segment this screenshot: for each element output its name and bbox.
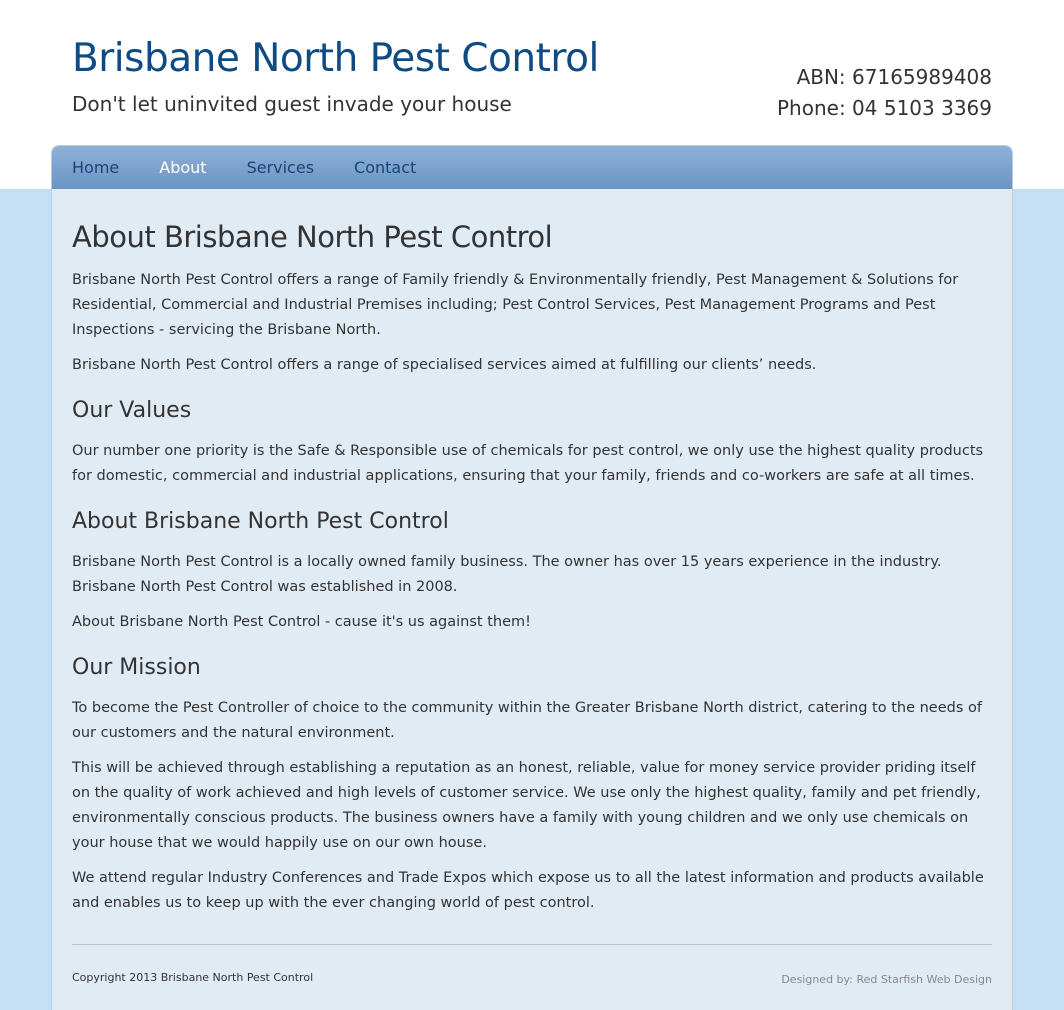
- site-title[interactable]: Brisbane North Pest Control: [72, 36, 599, 81]
- phone-text: Phone: 04 5103 3369: [776, 96, 992, 120]
- copyright-text: Copyright 2013 Brisbane North Pest Control: [72, 971, 314, 984]
- about-paragraph-2: About Brisbane North Pest Control - cause it's us against them!: [72, 614, 531, 630]
- intro-paragraph-1: Brisbane North Pest Control offers a range of Family friendly & Environmentally friendly, Pest Management & Solutions for Residential, Commercial and Industrial Premises including; Pest Control Services, Pest Management Programs and Pest Inspections - servicing the Brisbane North.: [72, 272, 959, 338]
- mission-paragraph-3: We attend regular Industry Conferences and Trade Expos which expose us to all the latest information and products available and enables us to keep up with the ever changing world of pest control.: [72, 870, 984, 911]
- site-header: [72, 36, 992, 136]
- values-paragraph: Our number one priority is the Safe & Responsible use of chemicals for pest control, we only use the highest quality products for domestic, commercial and industrial applications, ensuring that your family, friends and co-workers are safe at all times.: [72, 443, 984, 484]
- values-heading: Our Values: [72, 398, 192, 423]
- site-footer: [72, 944, 992, 986]
- main-navigation: [52, 146, 1012, 189]
- nav-about-link[interactable]: About: [159, 158, 207, 177]
- intro-paragraph-2: Brisbane North Pest Control offers a range of specialised services aimed at fulfilling our clients’ needs.: [72, 357, 817, 373]
- nav-home-link[interactable]: Home: [72, 158, 120, 177]
- mission-heading: Our Mission: [72, 655, 201, 680]
- mission-paragraph-2: This will be achieved through establishing a reputation as an honest, reliable, value for money service provider priding itself on the quality of work achieved and high levels of customer service. We use only the highest quality, family and pet friendly, environmentally conscious products. The business owners have a family with young children and we only use chemicals on your house that we would happily use on our own house.: [72, 760, 981, 851]
- site-tagline: Don't let uninvited guest invade your house: [72, 92, 512, 116]
- about-paragraph-1: Brisbane North Pest Control is a locally owned family business. The owner has over 15 years experience in the industry. Brisbane North Pest Control was established in 2008.: [72, 554, 942, 595]
- abn-text: ABN: 67165989408: [796, 65, 992, 89]
- nav-services-link[interactable]: Services: [246, 158, 315, 177]
- page-content: [72, 220, 992, 926]
- mission-paragraph-1: To become the Pest Controller of choice to the community within the Greater Brisbane North district, catering to the needs of our customers and the natural environment.: [72, 700, 982, 741]
- contact-info: [777, 62, 992, 124]
- about-heading: About Brisbane North Pest Control: [72, 509, 449, 534]
- designer-credit-link[interactable]: Designed by: Red Starfish Web Design: [781, 973, 992, 986]
- main-container: [51, 145, 1013, 1010]
- page-heading: About Brisbane North Pest Control: [72, 220, 553, 254]
- nav-contact-link[interactable]: Contact: [354, 158, 417, 177]
